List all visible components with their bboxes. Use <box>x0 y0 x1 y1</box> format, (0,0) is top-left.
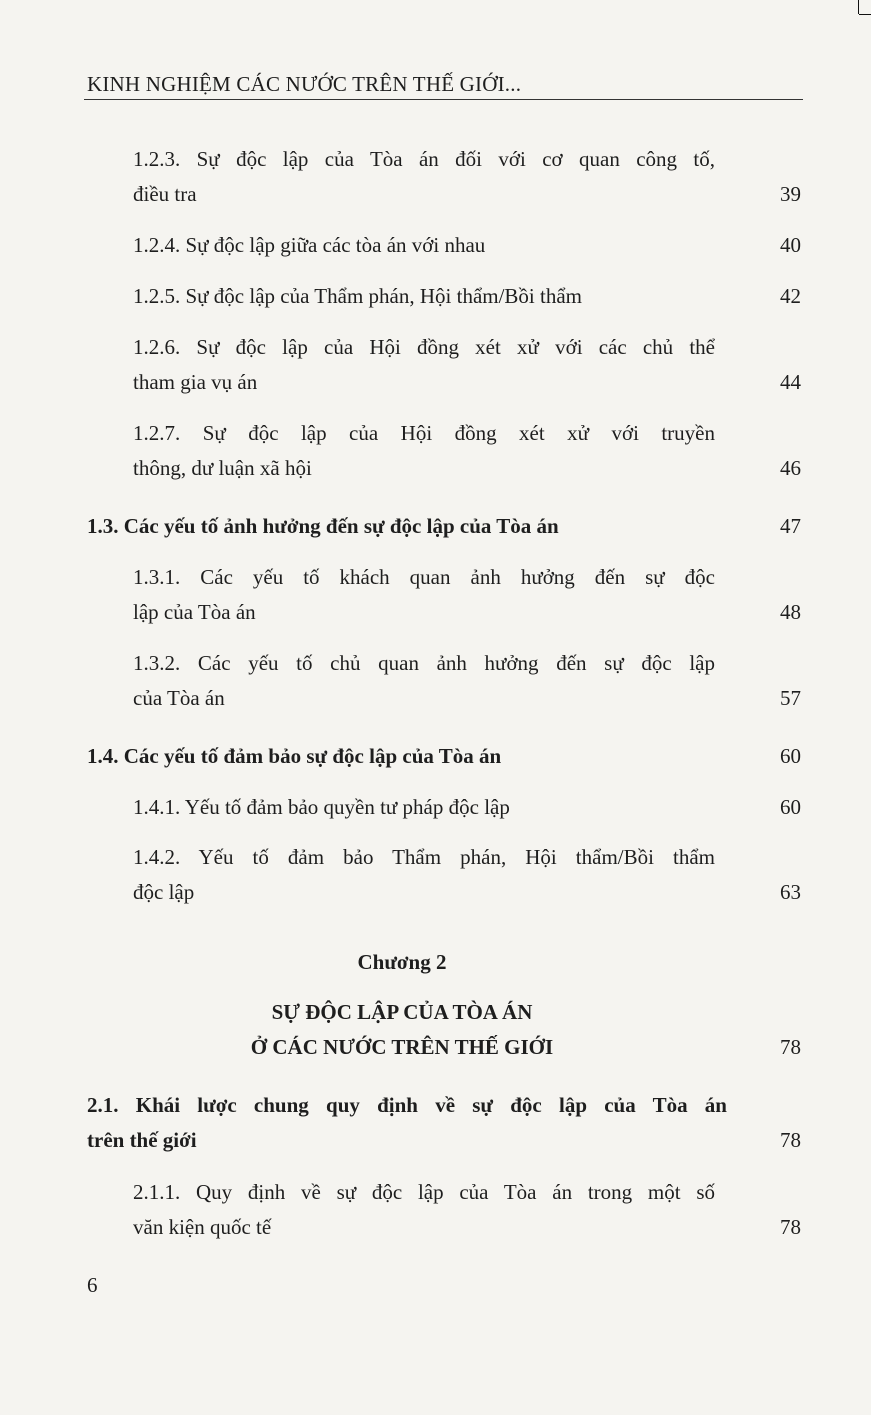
toc-page-number: 46 <box>780 456 801 480</box>
toc-entry-text: tham gia vụ án <box>133 370 258 394</box>
toc-entry-text: lập của Tòa án <box>133 600 256 624</box>
toc-entry-text: 1.4. Các yếu tố đảm bảo sự độc lập của Tòa án <box>87 744 502 768</box>
toc-entry-text: 1.3.1. Các yếu tố khách quan ảnh hưởng đến sự độc <box>133 565 715 589</box>
toc-page-number: 44 <box>780 370 801 394</box>
toc-entry-text: 1.2.6. Sự độc lập của Hội đồng xét xử với các chủ thể <box>133 335 715 359</box>
toc-entry-text: của Tòa án <box>133 686 225 710</box>
toc-page-number: 57 <box>780 686 801 710</box>
toc-page-number: 60 <box>780 795 801 819</box>
toc-entry-text: 1.2.3. Sự độc lập của Tòa án đối với cơ quan công tố, <box>133 147 715 171</box>
toc-entry-1-4-1 <box>133 790 801 825</box>
toc-section-2-1 <box>87 1088 801 1158</box>
page-number: 6 <box>87 1273 98 1297</box>
header-rule <box>84 99 803 100</box>
toc-section-1-3 <box>87 509 801 544</box>
toc-page-number: 78 <box>780 1035 801 1059</box>
toc-page-number: 48 <box>780 600 801 624</box>
toc-entry-1-2-3 <box>133 142 801 212</box>
toc-page-number: 47 <box>780 514 801 538</box>
toc-entry-text: 1.3. Các yếu tố ảnh hưởng đến sự độc lập của Tòa án <box>87 514 559 538</box>
toc-entry-text: 1.2.7. Sự độc lập của Hội đồng xét xử với truyền <box>133 421 715 445</box>
chapter-title-line2: Ở CÁC NƯỚC TRÊN THẾ GIỚI <box>250 1035 554 1059</box>
toc-page-number: 40 <box>780 233 801 257</box>
toc-page-number: 78 <box>780 1128 801 1152</box>
toc-entry-1-2-4 <box>133 228 801 263</box>
toc-entry-text: độc lập <box>133 880 195 904</box>
toc-section-1-4 <box>87 739 801 774</box>
toc-page-number: 42 <box>780 284 801 308</box>
running-header: KINH NGHIỆM CÁC NƯỚC TRÊN THẾ GIỚI... <box>87 72 522 96</box>
toc-entry-text: 1.3.2. Các yếu tố chủ quan ảnh hưởng đến sự độc lập <box>133 651 715 675</box>
toc-entry-1-2-6 <box>133 330 801 400</box>
toc-entry-1-2-5 <box>133 279 801 314</box>
toc-page-number: 60 <box>780 744 801 768</box>
toc-entry-text: 2.1.1. Quy định về sự độc lập của Tòa án trong một số <box>133 1180 715 1204</box>
crop-mark <box>859 14 871 15</box>
toc-entry-2-1-1 <box>133 1175 801 1245</box>
toc-entry-text: văn kiện quốc tế <box>133 1215 272 1239</box>
toc-entry-text: thông, dư luận xã hội <box>133 456 312 480</box>
toc-entry-1-2-7 <box>133 416 801 486</box>
toc-entry-text: 2.1. Khái lược chung quy định về sự độc lập của Tòa án <box>87 1093 727 1117</box>
toc-entry-text: trên thế giới <box>87 1128 197 1152</box>
toc-entry-1-3-2 <box>133 646 801 716</box>
toc-entry-text: điều tra <box>133 182 197 206</box>
toc-entry-text: 1.2.4. Sự độc lập giữa các tòa án với nhau <box>133 233 486 257</box>
toc-page-number: 78 <box>780 1215 801 1239</box>
toc-entry-1-4-2 <box>133 840 801 910</box>
toc-entry-text: 1.4.2. Yếu tố đảm bảo Thẩm phán, Hội thẩm/Bồi thẩm <box>133 845 715 869</box>
toc-entry-1-3-1 <box>133 560 801 630</box>
chapter-title-line1: SỰ ĐỘC LẬP CỦA TÒA ÁN <box>271 1000 533 1024</box>
toc-page-number: 63 <box>780 880 801 904</box>
toc-entry-text: 1.4.1. Yếu tố đảm bảo quyền tư pháp độc lập <box>133 795 510 819</box>
toc-entry-text: 1.2.5. Sự độc lập của Thẩm phán, Hội thẩm/Bồi thẩm <box>133 284 583 308</box>
toc-page-number: 39 <box>780 182 801 206</box>
crop-mark <box>858 0 859 14</box>
chapter-label: Chương 2 <box>357 950 447 974</box>
